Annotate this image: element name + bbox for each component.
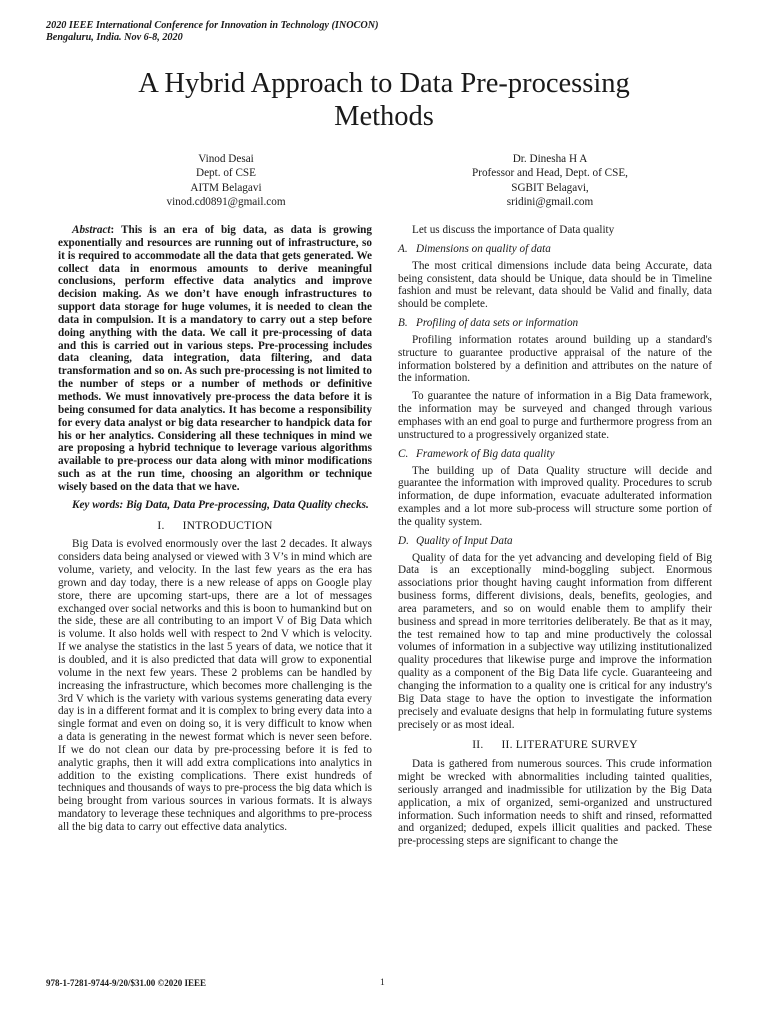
copyright-notice: 978-1-7281-9744-9/20/$31.00 ©2020 IEEE xyxy=(46,978,206,988)
subsection-paragraph: Quality of data for the yet advancing and developing field of Big Data is an exceptionally mind-boggling subject. Enormous associations prior thought having caught information from different business forms, different divisions, deals, benefits, geologies, and area parameters, and so on would enable them to amplify their business and spread in more territories deliberately. Be that as it may, the test remained how to tap and mine productively the colossal volumes of information in a subjective way utilizing institutionalized quality procedures that likewise purge and improve the information quality as a component of the Big Data life cycle. Guaranteeing and changing the information to a quality one is critical for any industry's Big Data stage to have the option to investigate the information precisely and evaluate designs that help in formulating future systems precisely or as most ideal. xyxy=(398,551,712,731)
data-quality-intro: Let us discuss the importance of Data quality xyxy=(412,224,615,236)
author-name: Dr. Dinesha H A xyxy=(512,153,588,165)
subsection-paragraph: To guarantee the nature of information in a Big Data framework, the information may be surveyed and changed through various emphases with an end goal to purge and furthermore progress from an unstructured to a progressively organized state. xyxy=(398,390,712,441)
subsection-paragraph: The most critical dimensions include data being Accurate, data being consistent, data should be Unique, data should be in Timeline fashion and must be relevant, data should be Valid and finally, data should be complete. xyxy=(398,259,712,311)
section-heading-literature-survey xyxy=(398,739,712,752)
section-number: I. xyxy=(157,518,165,532)
keywords: Key words: Big Data, Data Pre-processing, Data Quality checks. xyxy=(72,498,369,511)
page-number: 1 xyxy=(380,978,385,988)
abstract-label: Abstract xyxy=(72,224,111,236)
section-title: II. LITERATURE SURVEY xyxy=(501,738,638,752)
right-column xyxy=(398,224,712,853)
subsection-title: Quality of Input Data xyxy=(416,534,513,547)
author-email: sridini@gmail.com xyxy=(506,196,594,209)
subsection-heading xyxy=(398,448,712,461)
author-department: Dept. of CSE xyxy=(196,167,256,180)
abstract xyxy=(58,224,372,494)
subsection-title: Dimensions on quality of data xyxy=(416,242,551,255)
paper-title xyxy=(0,67,768,133)
conference-name: 2020 IEEE International Conference for Innovation in Technology (INOCON) xyxy=(46,20,379,31)
section-title: INTRODUCTION xyxy=(182,518,273,532)
author-name: Vinod Desai xyxy=(198,153,254,165)
subsection-label: B. xyxy=(398,317,408,330)
subsection-paragraph: Profiling information rotates around building up a standard's structure to guarantee productive appraisal of the nature of the information bolstered by a definition and attributes on the nature of the information. xyxy=(398,333,712,385)
author-department: Professor and Head, Dept. of CSE, xyxy=(472,167,628,180)
subsection-label: A. xyxy=(398,242,408,255)
author-block-1 xyxy=(96,152,356,210)
subsection-label: C. xyxy=(398,447,409,460)
subsection-heading xyxy=(398,535,712,548)
conference-location: Bengaluru, India. Nov 6-8, 2020 xyxy=(46,32,183,43)
subsection-heading xyxy=(398,243,712,256)
left-column xyxy=(58,224,372,839)
subsection-heading xyxy=(398,317,712,330)
author-institution: AITM Belagavi xyxy=(190,181,262,194)
author-institution: SGBIT Belagavi, xyxy=(511,181,589,194)
author-email: vinod.cd0891@gmail.com xyxy=(166,196,286,209)
subsection-label: D. xyxy=(398,534,409,547)
paper-title-line-2: Methods xyxy=(334,101,434,132)
subsection-title: Profiling of data sets or information xyxy=(416,317,579,330)
conference-header xyxy=(46,20,378,44)
subsection-list xyxy=(398,243,712,732)
paper-title-line-1: A Hybrid Approach to Data Pre-processing xyxy=(138,68,630,99)
subsection-title: Framework of Big data quality xyxy=(416,447,555,460)
literature-survey-paragraph: Data is gathered from numerous sources. This crude information might be wrecked with abnormalities including tainted qualities, seriously arranged and inadmissible for utilization by the Big Data application, a mix of organized, semi-organized and unstructured information. Such information needs to shift and rinsed, reformatted and organized; deduped, expels illicit qualities and packed. These pre-processing steps are significant to change the xyxy=(398,758,712,848)
introduction-paragraph: Big Data is evolved enormously over the last 2 decades. It always considers data being analysed or viewed with 3 V’s in mind which are volume, variety, and velocity. In the last few years as the era has grown and day today, there is a new release of apps on Google play store, there are upcoming start-ups, there are a lot of messages exchanged over social networks and this is boon to humankind but on the side, these are all contributing to an import V of Big Data which is volume. It also holds well with respect to 2nd V which is velocity. If we analyse the statistics in the last 5 years of data, we notice that it is doubled, and it is also predicted that data will grow to exponential volume in the next few years. These 2 problems can be handled by increasing the infrastructure, which becomes more challenging is the 3rd V which is the variety with various systems generating data every day is in a different format and it is complex to bring every data into a single format and even on doing so, it is very difficult to know when a data is generating in the newest format which is never seen before. If we do not clean our data by pre-processing before it is fed to analytic graphs, then it will add extra complications into analytics in addition to the existing complications. There exist hundreds of techniques and thousands of ways to pre-process the big data which is being brought from various sources in various formats. It is always mandatory to leverage these techniques and algorithms to pre-process all the big data to carry out effective data analytics. xyxy=(58,538,372,833)
abstract-text: : This is an era of big data, as data is growing exponentially and resources are running out of infrastructure, so it is required to accommodate all the data that gets generated. We collect data in enormous amounts to derive meaningful conclusions, perform effective data analytics and improve decision making. As we don’t have enough infrastructures to support data storage for huge volumes, it is needed to clean the data in compulsion. It is a mandatory to carry out a step before doing anything with the data. We call it pre-processing of data and this is carried out in various steps. Pre-processing includes data cleaning, data integration, data filtering, and data transformation and so on. As such pre-processing is not limited to the number of steps or a number of methods or definitive methods. We must innovatively pre-process the data before it is being consumed for data analytics. It has become a responsibility for every data analyst or big data researcher to handpick data for his or her analytics. Considering all these techniques in mind we are proposing a hybrid technique to leverage various algorithms available to pre-process our data along with minor modifications such as at the run time, choosing an algorithm or technique wisely based on the data that we have. xyxy=(58,224,372,493)
author-block-2 xyxy=(420,152,680,210)
section-heading-introduction xyxy=(58,520,372,533)
subsection-paragraph: The building up of Data Quality structure will decide and guarantee the information with improved quality. Procedures to scrub information, de dupe information, evacuate adulterated information examples and a lot more sub-process will structure some portion of the quality system. xyxy=(398,464,712,528)
section-number: II. xyxy=(472,738,484,752)
